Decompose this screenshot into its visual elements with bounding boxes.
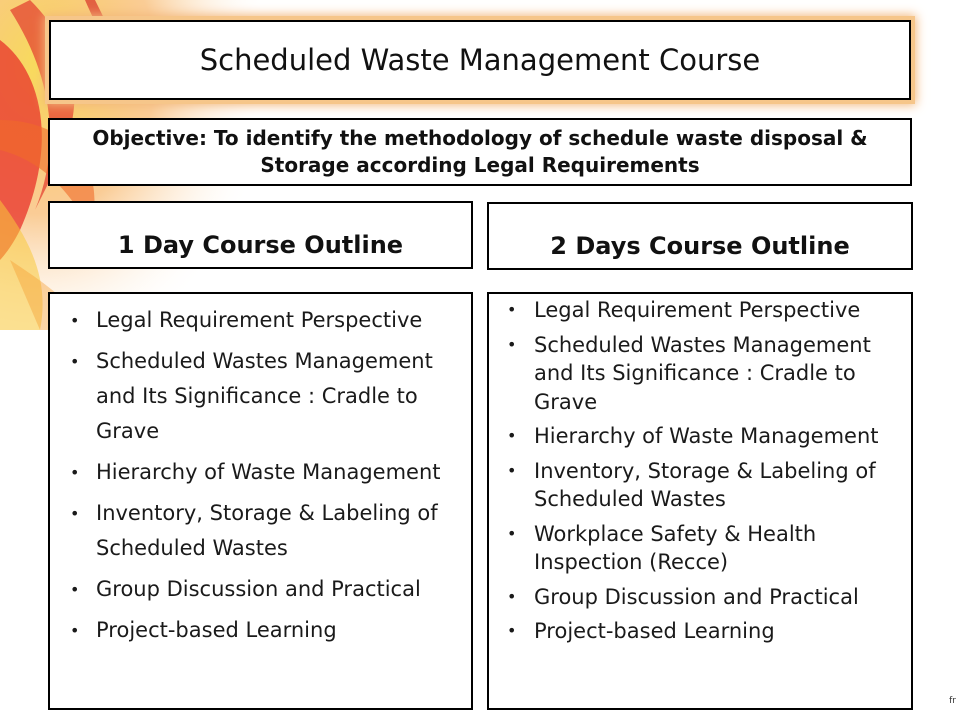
list-item (62, 455, 461, 490)
list-item-text: Scheduled Wastes Management and Its Significance : Cradle to Grave (96, 349, 433, 443)
slide-title: Scheduled Waste Management Course (49, 20, 911, 100)
bullet-icon: • (507, 621, 517, 640)
list-item-text: Legal Requirement Perspective (96, 308, 423, 332)
list-item (62, 344, 461, 449)
bullet-icon: • (507, 426, 517, 445)
list-item-text: Group Discussion and Practical (534, 584, 859, 609)
bullet-icon: • (507, 460, 517, 480)
list-item (501, 331, 903, 417)
bullet-icon: • (70, 352, 80, 371)
bullet-icon: • (70, 311, 80, 330)
one-day-outline-list (48, 292, 473, 710)
bullet-icon: • (507, 586, 517, 606)
list-item-text: Workplace Safety & Health Inspection (Recce) (534, 521, 817, 574)
list-item-text: Scheduled Wastes Management and Its Significance : Cradle to Grave (534, 332, 871, 414)
list-item (62, 303, 461, 338)
list-item (62, 572, 461, 607)
list-item-text: Project-based Learning (534, 619, 775, 643)
list-item (501, 583, 903, 612)
objective-statement: Objective: To identify the methodology of schedule waste disposal & Storage according Legal Requirements (48, 118, 912, 186)
two-days-outline-list (487, 292, 913, 710)
list-item (62, 613, 461, 648)
list-item-text: Inventory, Storage & Labeling of Scheduled Wastes (534, 458, 876, 511)
corner-mark: fr (949, 696, 956, 706)
list-item (501, 296, 903, 325)
list-item-text: Hierarchy of Waste Management (534, 424, 879, 448)
list-item (501, 520, 903, 577)
bullet-icon: • (507, 523, 517, 543)
bullet-icon: • (70, 463, 80, 482)
list-item-text: Hierarchy of Waste Management (96, 460, 441, 484)
two-days-outline-heading: 2 Days Course Outline (487, 202, 913, 270)
list-item (501, 422, 903, 451)
bullet-icon: • (507, 334, 517, 354)
bullet-icon: • (70, 580, 80, 599)
list-item-text: Legal Requirement Perspective (534, 298, 861, 322)
bullet-icon: • (70, 621, 80, 640)
bullet-icon: • (507, 300, 517, 319)
list-item (501, 617, 903, 646)
list-item-text: Project-based Learning (96, 618, 337, 642)
list-item-text: Group Discussion and Practical (96, 577, 421, 601)
bullet-icon: • (70, 504, 80, 523)
list-item (501, 457, 903, 514)
one-day-outline-heading: 1 Day Course Outline (48, 201, 473, 269)
list-item-text: Inventory, Storage & Labeling of Scheduled Wastes (96, 501, 438, 560)
list-item (62, 496, 461, 566)
